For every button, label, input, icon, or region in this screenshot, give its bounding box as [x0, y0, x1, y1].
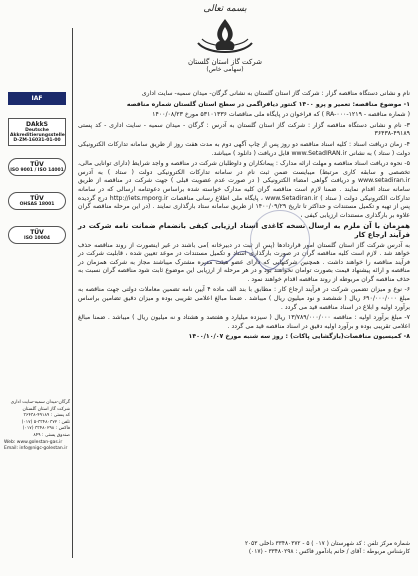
left-margin-rule: [72, 28, 73, 558]
company-logo-icon: [190, 15, 260, 57]
dakks-badge: DAkkS Deutsche Akkreditierungsstelle D-ZM-16031-01-00: [8, 118, 66, 146]
tender-notice-body: [78, 90, 410, 344]
company-subtitle: (سهامی خاص): [206, 66, 244, 73]
item-8: ۸- کمیسیون مناقصات(بازگشایی پاکات) : روز سه شنبه مورخ ۱۴۰۰/۱۰/۰۷: [188, 333, 410, 341]
item-7: ۷- مبلغ برآورد اولیه : مناقصه ۱۳/۷۸۹/۰۰۰/۰۰۰ ریال ( سیزده میلیارد و هفتصد و هشتاد و نه میلیون ریال ) میباشد . ضمنا مبالغ اعلامی تقریبی بوده و برآورد اولیه دقیق در اسناد مناقصه قید می گردد .: [78, 314, 410, 330]
item-4: ۴- زمان دریافت اسناد : کلیه اسناد مناقصه دو روز پس از چاپ آگهی دوم به مدت هفت روز از طریق سامانه تدارکات الکترونیکی دولت ( ستاد ) به نشانی www.SetadIRAN.ir قابل دریافت ( دانلود ) میباشد.: [78, 140, 410, 157]
item-5-continued: به آدرس شرکت گاز استان گلستان امور قراردادها (پس از ثبت در دبیرخانه )می باشند در غیر اینصورت از روند مناقصه حذف خواهد شد . لازم است کلیه مناقصه گران در صورت بارگذاری اسناد و تکمیل مستندات در موعد تعیین شده ، قابلیت شرکت در فرآیند مناقصه را خواهند داشت . همچنین شرکتهایی که دارای عضو هیئت مدیره مشترک میباشند مجاز به شرکت همزمان در مناقصه و ارائه پیشنهاد قیمت بصورت توامان نخواهند بود و در هر مرحله از ارزیابی این موضوع ثابت شود مناقصه گران نسبت به حذف مناقصه گران مربوطه از روند مناقصه اقدام خواهند نمود .: [78, 241, 410, 283]
tuv-badge-2: TÜV OHSAS 18001: [8, 192, 66, 210]
item-2-ref: ( شماره مناقصه - ۱۲۱۹-RA-۰۰۰ ) که فراخوان در پایگاه ملی مناقصات ۵۳۱۰۱۳۳۶ مورخ ۱۴۰۰/۰۸/۲۳: [152, 111, 410, 119]
basmala-text: بسمه تعالی: [203, 4, 247, 14]
tuv-badge-3: TÜV ISO 10004: [8, 226, 66, 244]
item-6: ۶- نوع و میزان تضمین شرکت در فرآیند ارجاع کار : مطابق با بند الف ماده ۴ آیین نامه تضمین معاملات دولتی جهت مناقصه به مبلغ ۶۹۰/۰۰۰/۰۰۰ ریال ( ششصد و نود میلیون ریال ) میباشد . ضمنا مبالغ اعلامی تقریبی بوده و میزان دقیق تضامین براساس برآورد اولیه و ابلاغ در اسناد مناقصه قید می گردد .: [78, 286, 411, 311]
footer-contact: شماره مرکز تلفن : کد شهرستان ( ۰۱۷ ) ۵ - ۳۳۴۸۰۳۷۲ داخلی ۲۰۵۳ کارشناس مربوطه : آقای / خانم یادآمور فاکس : ۳۳۴۸۰۲۹۸ - (۰۱۷): [244, 541, 410, 555]
signature-mark: [200, 248, 290, 272]
item-5-emphasis: همزمان با آن ملزم به ارسال نسخه کاغذی اسناد ارزیابی کیفی بانضمام ضمانت نامه شرکت در فرآیند ارجاع کار: [78, 222, 410, 239]
company-name: شرکت گاز استان گلستان: [188, 58, 262, 66]
item-3: ۳- نام و نشانی دستگاه مناقصه گزار : شرکت گاز استان گلستان به آدرس : گرگان - میدان سمیه - سایت اداری - کد پستی ۴۹۱۸۹-۳۶۴۳۸: [78, 121, 410, 138]
item-1: نام و نشانی دستگاه مناقصه گزار : شرکت گاز استان گلستان به نشانی گرگان- میدان سمیه- سایت اداری: [141, 90, 410, 97]
tuv-badge-1: TÜV ISO 9001 / ISO 14001: [8, 158, 66, 176]
item-2: ۱- موضوع مناقصه: تعمیر و پرو ۱۴۰۰ کنتور دیافراگمی در سطح استان گلستان شماره مناقصه: [126, 100, 410, 108]
letterhead: [150, 4, 300, 82]
company-contact-block: گرگان-میدان سمیه-سایت اداری شرکت گاز استان گلستان کد پستی : ۴۹۱۸۹-۳۶۴۳۸ تلفن : ۳۳۴۸۰۳۷۲-۵ (۰۱۷) فاکس : ۳۳۴۸۰۲۹۸ (۰۱۷) صندوق پستی : ۸۴۹ Web: www.golestan-gas.ir Email: info@nigc-golestan.ir: [4, 400, 70, 452]
item-5: ۵- نحوه دریافت اسناد مناقصه و مهلت ارائه مدارک : پیمانکاران و داوطلبان شرکت در مناقصه و واجد شرایط (دارای توانایی مالی، تخصصی و سابقه کاری مرتبط) میبایست ضمن ثبت نام در سامانه تدارکات الکترونیکی دولت ( ستاد ) به آدرس www.setadiran.ir و دریافت گواهی امضاء الکترونیکی ( در صورت عدم عضویت قبلی ) جهت شرکت در مناقصه از طریق سامانه ستاد اقدام نمایند . ضمنا لازم است مناقصه گران کلیه مدارک خواسته شده براساس دعوتنامه ارسالی که در سامانه تدارکات الکترونیکی دولت ( ستاد ) www.Setadiran.ir ، پایگاه ملی اطلاع رسانی مناقصات http://iets.mporg.ir درج گردیده پس از تهیه و تکمیل مستندات و حداکثر تا تاریخ ۱۴۰۰/۰۹/۲۹ از طریق سامانه ستاد بارگذاری نمایند . (در این مرحله مناقصه گران علاوه بر بارگذاری مستندات ارزیابی کیفی ،: [78, 160, 410, 219]
iaf-badge: IAF: [8, 92, 66, 105]
